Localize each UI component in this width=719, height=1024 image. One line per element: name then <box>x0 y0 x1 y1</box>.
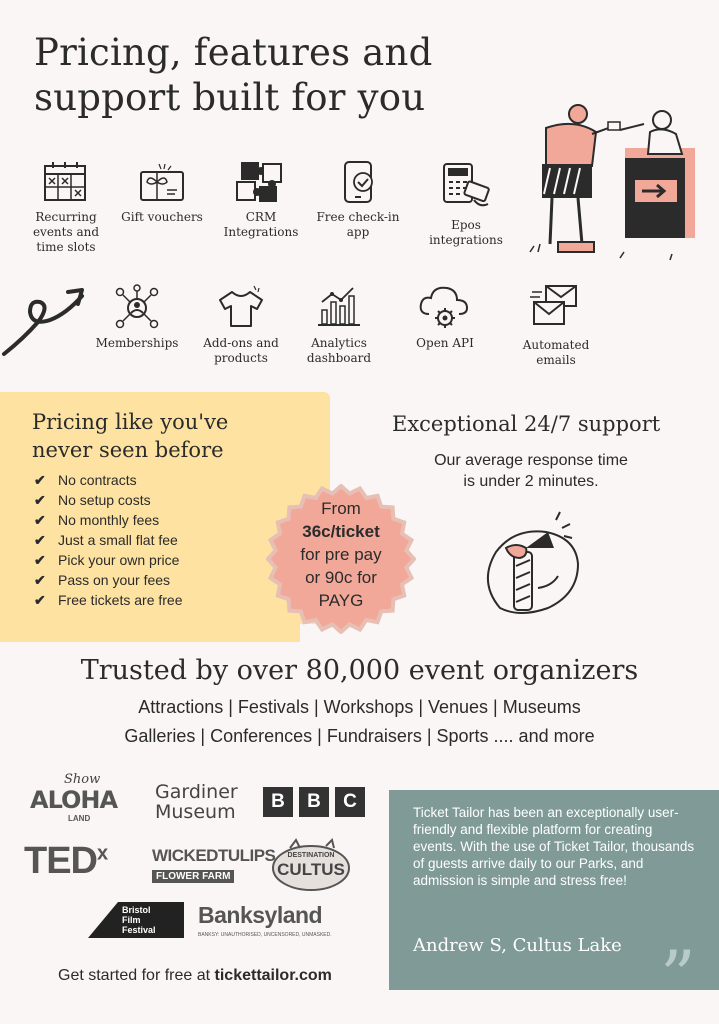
banksyland-logo-text: Banksyland <box>198 902 323 928</box>
categories-line-2: Galleries | Conferences | Fundraisers | Sports .... and more <box>124 726 595 746</box>
feature-automated-emails <box>508 282 604 368</box>
aloha-land-logo <box>28 772 136 826</box>
testimonial-author: Andrew S, Cultus Lake <box>413 935 622 956</box>
list-item-label: Pass on your fees <box>58 572 171 588</box>
feature-label: Epos integrations <box>429 218 503 247</box>
list-item <box>34 510 183 530</box>
feature-label: Free check-in app <box>316 210 400 239</box>
feature-label: Recurring events and time slots <box>32 210 100 254</box>
pricing-title-line-2: never seen before <box>32 438 224 462</box>
badge-line-2: 36c/ticket <box>302 522 380 541</box>
price-badge <box>266 497 416 612</box>
support-line-2: is under 2 minutes. <box>463 473 599 490</box>
list-item <box>34 470 183 490</box>
feature-gift-vouchers <box>114 160 210 225</box>
cloud-gear-icon <box>417 282 473 330</box>
bbc-logo-letter: B <box>299 787 329 817</box>
wicked-logo-line-1: WICKEDTULIPS <box>152 846 276 865</box>
bristol-logo-text <box>122 905 156 935</box>
cultus-logo-top: DESTINATION <box>287 852 335 859</box>
page-title <box>34 30 432 120</box>
list-item-label: No monthly fees <box>58 512 160 528</box>
tedx-logo-x: x <box>97 842 108 865</box>
quote-mark-icon: ” <box>660 936 696 1018</box>
categories-line-1: Attractions | Festivals | Workshops | Venues | Museums <box>138 697 581 717</box>
feature-check-in-app <box>310 160 406 240</box>
feature-label: CRM Integrations <box>223 210 299 239</box>
gift-voucher-icon <box>137 160 187 204</box>
support-subtitle <box>400 450 662 492</box>
list-item <box>34 570 183 590</box>
feature-label: Gift vouchers <box>121 210 203 224</box>
feature-label: Memberships <box>95 336 179 350</box>
check-icon: ✔ <box>34 532 46 548</box>
gardiner-logo-line-1: Gardiner <box>155 781 238 803</box>
bristol-film-festival-logo <box>88 902 184 938</box>
bristol-logo-line: Festival <box>122 925 156 935</box>
feature-add-ons <box>193 284 289 366</box>
title-line-1: Pricing, features and <box>34 31 433 74</box>
network-icon <box>112 284 162 330</box>
feature-crm-integrations <box>213 158 309 240</box>
envelopes-icon <box>528 282 584 332</box>
bristol-logo-line: Bristol <box>122 905 151 915</box>
check-icon: ✔ <box>34 512 46 528</box>
bbc-logo-letter: B <box>263 787 293 817</box>
check-icon: ✔ <box>34 572 46 588</box>
pricing-checklist <box>34 470 183 610</box>
aloha-logo-bottom: LAND <box>68 814 91 823</box>
bbc-logo-letter: C <box>335 787 365 817</box>
badge-line-4: or 90c for <box>305 568 377 587</box>
check-icon: ✔ <box>34 472 46 488</box>
pricing-title <box>32 408 228 464</box>
feature-label: Analytics dashboard <box>306 336 372 365</box>
feature-label: Open API <box>416 336 474 350</box>
calendar-icon <box>41 160 91 204</box>
destination-cultus-logo <box>270 838 352 894</box>
list-item-label: No contracts <box>58 472 137 488</box>
list-item-label: Just a small flat fee <box>58 532 178 548</box>
list-item <box>34 550 183 570</box>
bar-chart-icon <box>314 284 364 330</box>
feature-open-api <box>397 282 493 351</box>
tedx-logo-text: TED <box>24 840 97 882</box>
ticket-exchange-illustration <box>520 100 710 270</box>
support-line-1: Our average response time <box>434 452 628 469</box>
footer-cta <box>58 967 332 985</box>
gardiner-logo-line-2: Museum <box>155 801 236 823</box>
list-item <box>34 490 183 510</box>
megaphone-person-illustration <box>470 508 590 628</box>
footer-link[interactable]: tickettailor.com <box>214 967 332 984</box>
badge-line-1: From <box>321 499 361 518</box>
card-reader-icon <box>436 160 496 212</box>
banksyland-logo-sub: BANKSY: UNAUTHORISED, UNCENSORED, UNMASKED. <box>198 932 332 938</box>
bbc-logo <box>263 787 365 817</box>
feature-recurring-events <box>18 160 114 255</box>
list-item <box>34 590 183 610</box>
banksyland-logo <box>198 902 332 938</box>
aloha-logo-top: Show <box>64 772 101 787</box>
list-item-label: Free tickets are free <box>58 592 183 608</box>
wicked-logo-line-2: FLOWER FARM <box>152 870 234 883</box>
squiggle-arrow-icon <box>0 286 96 358</box>
cultus-logo-text: CULTUS <box>277 860 345 879</box>
trusted-heading: Trusted by over 80,000 event organizers <box>80 655 639 686</box>
title-line-2: support built for you <box>34 76 426 119</box>
check-icon: ✔ <box>34 492 46 508</box>
list-item-label: No setup costs <box>58 492 151 508</box>
list-item <box>34 530 183 550</box>
support-title: Exceptional 24/7 support <box>392 412 661 436</box>
check-icon: ✔ <box>34 552 46 568</box>
gardiner-museum-logo <box>155 782 238 822</box>
puzzle-icon <box>231 158 291 204</box>
check-icon: ✔ <box>34 592 46 608</box>
feature-label: Automated emails <box>522 338 590 367</box>
feature-analytics <box>291 284 387 366</box>
badge-line-5: PAYG <box>318 591 364 610</box>
feature-memberships <box>89 284 185 351</box>
feature-label: Add-ons and products <box>203 336 279 365</box>
aloha-logo-text: ALOHA <box>30 786 118 814</box>
phone-check-icon <box>333 160 383 204</box>
wicked-tulips-logo <box>152 846 275 884</box>
testimonial-text: Ticket Tailor has been an exceptionally user-friendly and flexible platform for creating events. With the use of Ticket Tailor, thousands of guests arrive daily to our Parks, and admission is simple and stress free! <box>413 805 695 888</box>
badge-line-3: for pre pay <box>300 545 382 564</box>
tshirt-icon <box>216 284 266 330</box>
bristol-logo-line: Film <box>122 915 141 925</box>
pricing-title-line-1: Pricing like you've <box>32 410 229 434</box>
feature-epos-integrations <box>418 160 514 248</box>
tedx-logo <box>24 840 107 883</box>
list-item-label: Pick your own price <box>58 552 180 568</box>
footer-prefix: Get started for free at <box>58 967 215 984</box>
